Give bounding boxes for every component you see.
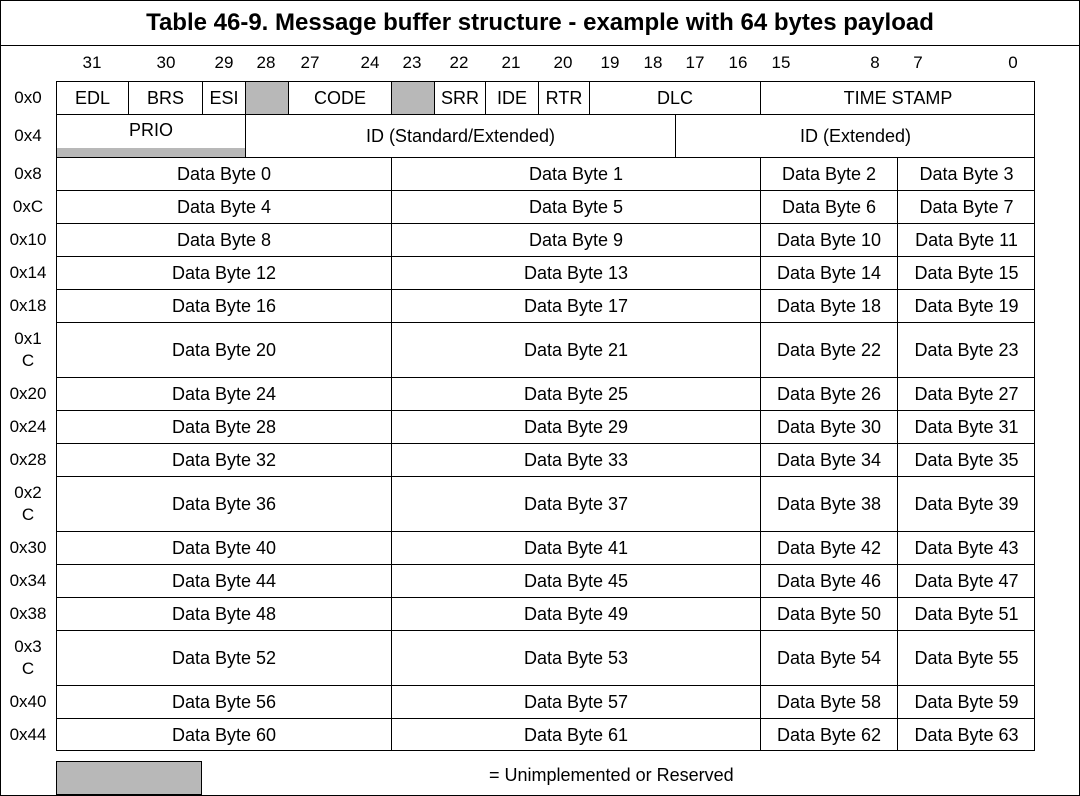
bit-label: 28 [256, 53, 276, 72]
bit-label: 17 [685, 53, 705, 72]
id-standard-extended-field: ID (Standard/Extended) [245, 114, 675, 157]
data-byte-cell: Data Byte 35 [897, 443, 1035, 476]
reserved-bit-23 [391, 81, 434, 114]
data-byte-cell: Data Byte 46 [760, 564, 897, 597]
data-byte-cell: Data Byte 60 [56, 718, 391, 751]
row-address: 0x10 [9, 229, 47, 249]
row-address: 0x34 [9, 570, 47, 590]
row-address: 0x30 [9, 537, 47, 557]
data-byte-cell: Data Byte 7 [897, 190, 1035, 223]
data-byte-cell: Data Byte 0 [56, 157, 391, 190]
data-byte-cell: Data Byte 18 [760, 289, 897, 322]
bit-label: 24 [360, 53, 380, 72]
reserved-legend-swatch [56, 761, 202, 795]
bit-label: 7 [913, 53, 923, 72]
data-byte-cell: Data Byte 49 [391, 597, 760, 630]
code-field: CODE [288, 81, 391, 114]
data-byte-cell: Data Byte 51 [897, 597, 1035, 630]
time-stamp-field: TIME STAMP [760, 81, 1035, 114]
data-byte-cell: Data Byte 40 [56, 531, 391, 564]
data-byte-cell: Data Byte 42 [760, 531, 897, 564]
row-address: 0x20 [9, 383, 47, 403]
row-address: 0x38 [9, 603, 47, 623]
bit-label: 16 [728, 53, 748, 72]
data-byte-cell: Data Byte 56 [56, 685, 391, 718]
data-byte-cell: Data Byte 5 [391, 190, 760, 223]
bit-label: 23 [402, 53, 422, 72]
row-address: 0x0 [14, 87, 42, 107]
row-address: 0x1 C [14, 328, 42, 370]
esi-field: ESI [202, 81, 245, 114]
row-address: 0x28 [9, 449, 47, 469]
bit-label: 21 [501, 53, 521, 72]
data-byte-cell: Data Byte 27 [897, 377, 1035, 410]
data-byte-cell: Data Byte 41 [391, 531, 760, 564]
bit-label: 29 [214, 53, 234, 72]
prio-field: PRIO [56, 114, 245, 157]
data-byte-cell: Data Byte 62 [760, 718, 897, 751]
reserved-legend-text: = Unimplemented or Reserved [489, 765, 734, 785]
data-byte-cell: Data Byte 53 [391, 630, 760, 685]
bit-label: 27 [300, 53, 320, 72]
data-byte-cell: Data Byte 6 [760, 190, 897, 223]
data-byte-cell: Data Byte 63 [897, 718, 1035, 751]
row-address: 0x44 [9, 724, 47, 744]
bit-label: 19 [600, 53, 620, 72]
id-extended-field: ID (Extended) [675, 114, 1035, 157]
data-byte-cell: Data Byte 30 [760, 410, 897, 443]
data-byte-cell: Data Byte 36 [56, 476, 391, 531]
row-address: 0x8 [14, 163, 42, 183]
data-byte-cell: Data Byte 38 [760, 476, 897, 531]
data-byte-cell: Data Byte 48 [56, 597, 391, 630]
ide-field: IDE [485, 81, 538, 114]
row-address: 0xC [12, 196, 44, 216]
data-byte-cell: Data Byte 47 [897, 564, 1035, 597]
bit-label: 31 [82, 53, 102, 72]
bit-label: 22 [449, 53, 469, 72]
data-byte-cell: Data Byte 28 [56, 410, 391, 443]
srr-field: SRR [434, 81, 485, 114]
data-byte-cell: Data Byte 24 [56, 377, 391, 410]
brs-field: BRS [128, 81, 202, 114]
data-byte-cell: Data Byte 34 [760, 443, 897, 476]
data-byte-cell: Data Byte 50 [760, 597, 897, 630]
data-byte-cell: Data Byte 45 [391, 564, 760, 597]
table-title: Table 46-9. Message buffer structure - example with 64 bytes payload [1, 1, 1079, 46]
row-address: 0x3 C [14, 636, 42, 678]
data-byte-cell: Data Byte 25 [391, 377, 760, 410]
data-byte-cell: Data Byte 4 [56, 190, 391, 223]
dlc-field: DLC [589, 81, 760, 114]
prio-reserved-bits [57, 148, 245, 157]
bit-label: 15 [771, 53, 791, 72]
data-byte-cell: Data Byte 43 [897, 531, 1035, 564]
data-byte-cell: Data Byte 29 [391, 410, 760, 443]
data-byte-cell: Data Byte 37 [391, 476, 760, 531]
rtr-field: RTR [538, 81, 589, 114]
bit-label: 30 [156, 53, 176, 72]
data-byte-cell: Data Byte 16 [56, 289, 391, 322]
data-byte-cell: Data Byte 20 [56, 322, 391, 377]
data-byte-cell: Data Byte 26 [760, 377, 897, 410]
data-byte-cell: Data Byte 8 [56, 223, 391, 256]
data-byte-cell: Data Byte 13 [391, 256, 760, 289]
edl-field: EDL [56, 81, 128, 114]
data-byte-cell: Data Byte 57 [391, 685, 760, 718]
bit-label: 8 [870, 53, 880, 72]
data-byte-cell: Data Byte 33 [391, 443, 760, 476]
data-byte-cell: Data Byte 3 [897, 157, 1035, 190]
data-byte-cell: Data Byte 58 [760, 685, 897, 718]
data-byte-cell: Data Byte 17 [391, 289, 760, 322]
row-address: 0x14 [9, 262, 47, 282]
row-address: 0x2 C [14, 482, 42, 524]
data-byte-cell: Data Byte 1 [391, 157, 760, 190]
reserved-bit-28 [245, 81, 288, 114]
data-byte-cell: Data Byte 59 [897, 685, 1035, 718]
data-byte-cell: Data Byte 19 [897, 289, 1035, 322]
data-byte-cell: Data Byte 21 [391, 322, 760, 377]
data-byte-cell: Data Byte 31 [897, 410, 1035, 443]
data-byte-cell: Data Byte 39 [897, 476, 1035, 531]
data-byte-cell: Data Byte 23 [897, 322, 1035, 377]
bit-label: 18 [643, 53, 663, 72]
data-byte-cell: Data Byte 10 [760, 223, 897, 256]
data-byte-cell: Data Byte 9 [391, 223, 760, 256]
data-byte-cell: Data Byte 44 [56, 564, 391, 597]
row-address: 0x40 [9, 691, 47, 711]
bit-number-header [1, 53, 1079, 77]
data-byte-cell: Data Byte 12 [56, 256, 391, 289]
data-byte-cell: Data Byte 32 [56, 443, 391, 476]
row-address: 0x18 [9, 295, 47, 315]
data-byte-cell: Data Byte 22 [760, 322, 897, 377]
bit-label: 20 [553, 53, 573, 72]
row-address: 0x4 [14, 125, 42, 145]
data-byte-cell: Data Byte 15 [897, 256, 1035, 289]
data-byte-cell: Data Byte 55 [897, 630, 1035, 685]
data-byte-cell: Data Byte 14 [760, 256, 897, 289]
bit-label: 0 [1008, 53, 1018, 72]
data-byte-cell: Data Byte 11 [897, 223, 1035, 256]
data-byte-cell: Data Byte 2 [760, 157, 897, 190]
row-address: 0x24 [9, 416, 47, 436]
data-byte-cell: Data Byte 52 [56, 630, 391, 685]
data-byte-cell: Data Byte 61 [391, 718, 760, 751]
data-byte-cell: Data Byte 54 [760, 630, 897, 685]
